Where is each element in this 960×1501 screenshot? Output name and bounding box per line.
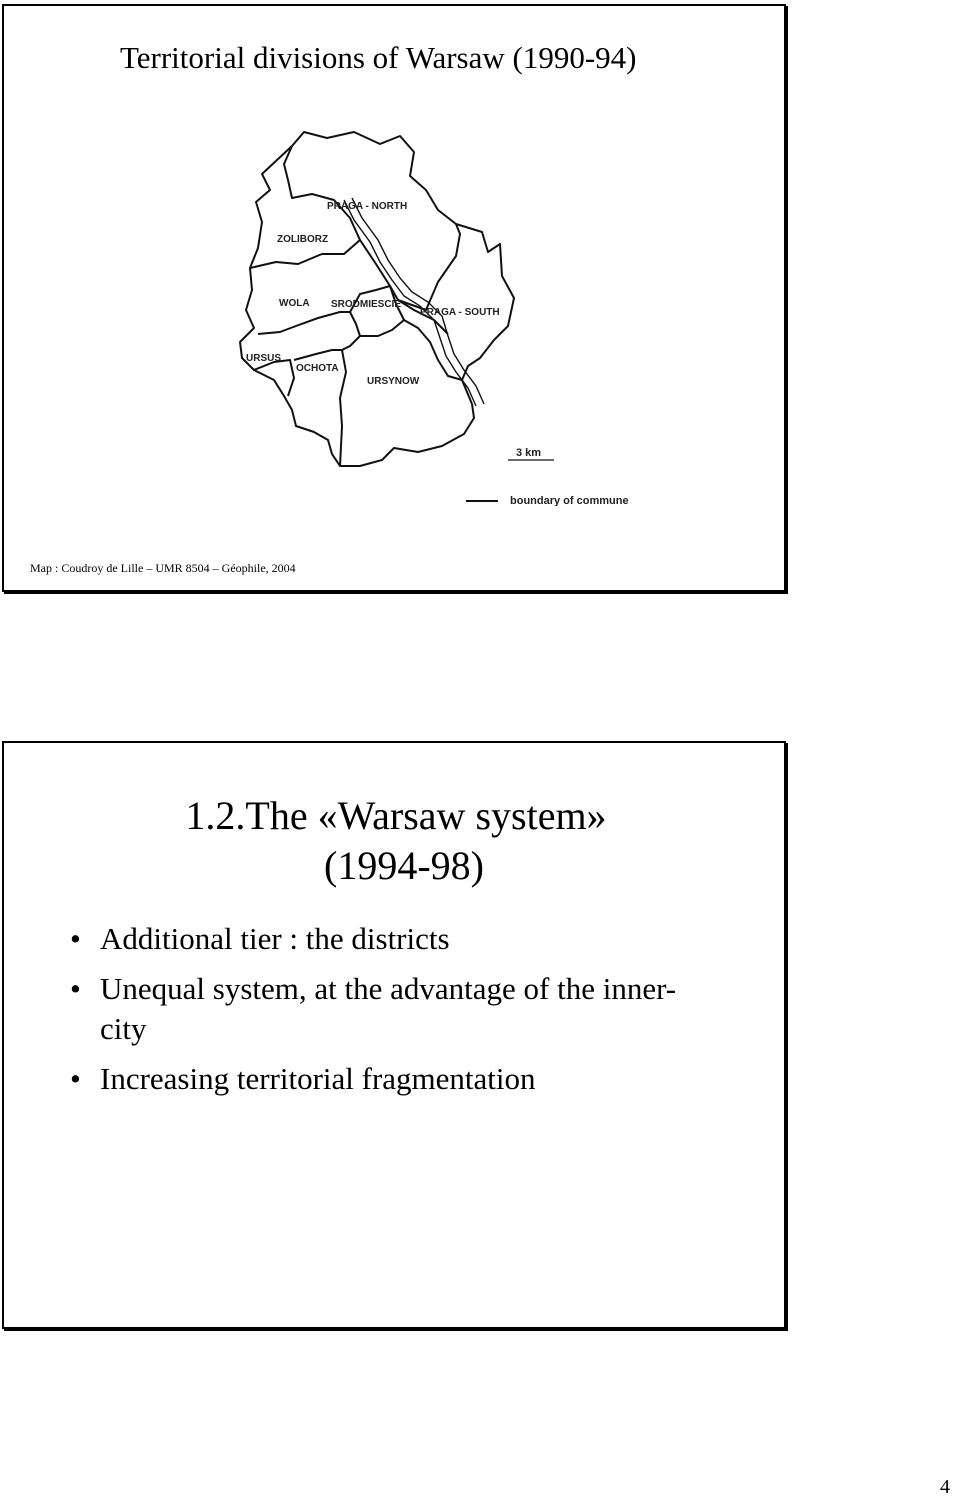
bullet-icon: •: [70, 921, 81, 956]
slide-title-line2: (1994-98): [324, 843, 484, 888]
slide-title: Territorial divisions of Warsaw (1990-94): [120, 40, 637, 75]
bullet-list: [70, 919, 770, 1109]
slide-title: [4, 791, 788, 891]
bullet-item: [70, 919, 770, 959]
map-label-zoliborz: ZOLIBORZ: [277, 234, 329, 245]
map-label-ochota: OCHOTA: [296, 363, 339, 374]
boundary-praga-north: [284, 146, 460, 310]
bullet-item: [70, 969, 770, 1049]
slide-warsaw-system: [2, 741, 786, 1329]
scale-label: 3 km: [516, 447, 542, 459]
bullet-icon: •: [70, 971, 81, 1006]
map-label-praga-south: PRAGA - SOUTH: [420, 307, 500, 318]
bullet-text: Additional tier : the districts: [100, 921, 450, 956]
bullet-text: Increasing territorial fragmentation: [100, 1061, 536, 1096]
bullet-icon: •: [70, 1061, 81, 1096]
bullet-text: Unequal system, at the advantage of the inner-city: [100, 971, 677, 1046]
warsaw-districts-map: [232, 114, 632, 506]
map-label-ursus: URSUS: [246, 353, 282, 364]
bullet-item: [70, 1059, 770, 1099]
map-label-srodmiescie: SRODMIESCIE: [331, 299, 402, 310]
boundary-ursus: [254, 360, 294, 396]
map-credit: Map : Coudroy de Lille – UMR 8504 – Géophile, 2004: [30, 561, 296, 575]
legend-label: boundary of commune: [510, 495, 629, 506]
slide-territorial-divisions: [2, 4, 786, 592]
boundary-wola-south: [258, 312, 360, 336]
map-label-wola: WOLA: [279, 298, 310, 309]
page-number: 4: [940, 1476, 950, 1498]
slide-title-line1: 1.2.The «Warsaw system»: [185, 793, 607, 838]
map-label-ursynow: URSYNOW: [367, 376, 420, 387]
map-label-praga-north: PRAGA - NORTH: [327, 201, 408, 212]
